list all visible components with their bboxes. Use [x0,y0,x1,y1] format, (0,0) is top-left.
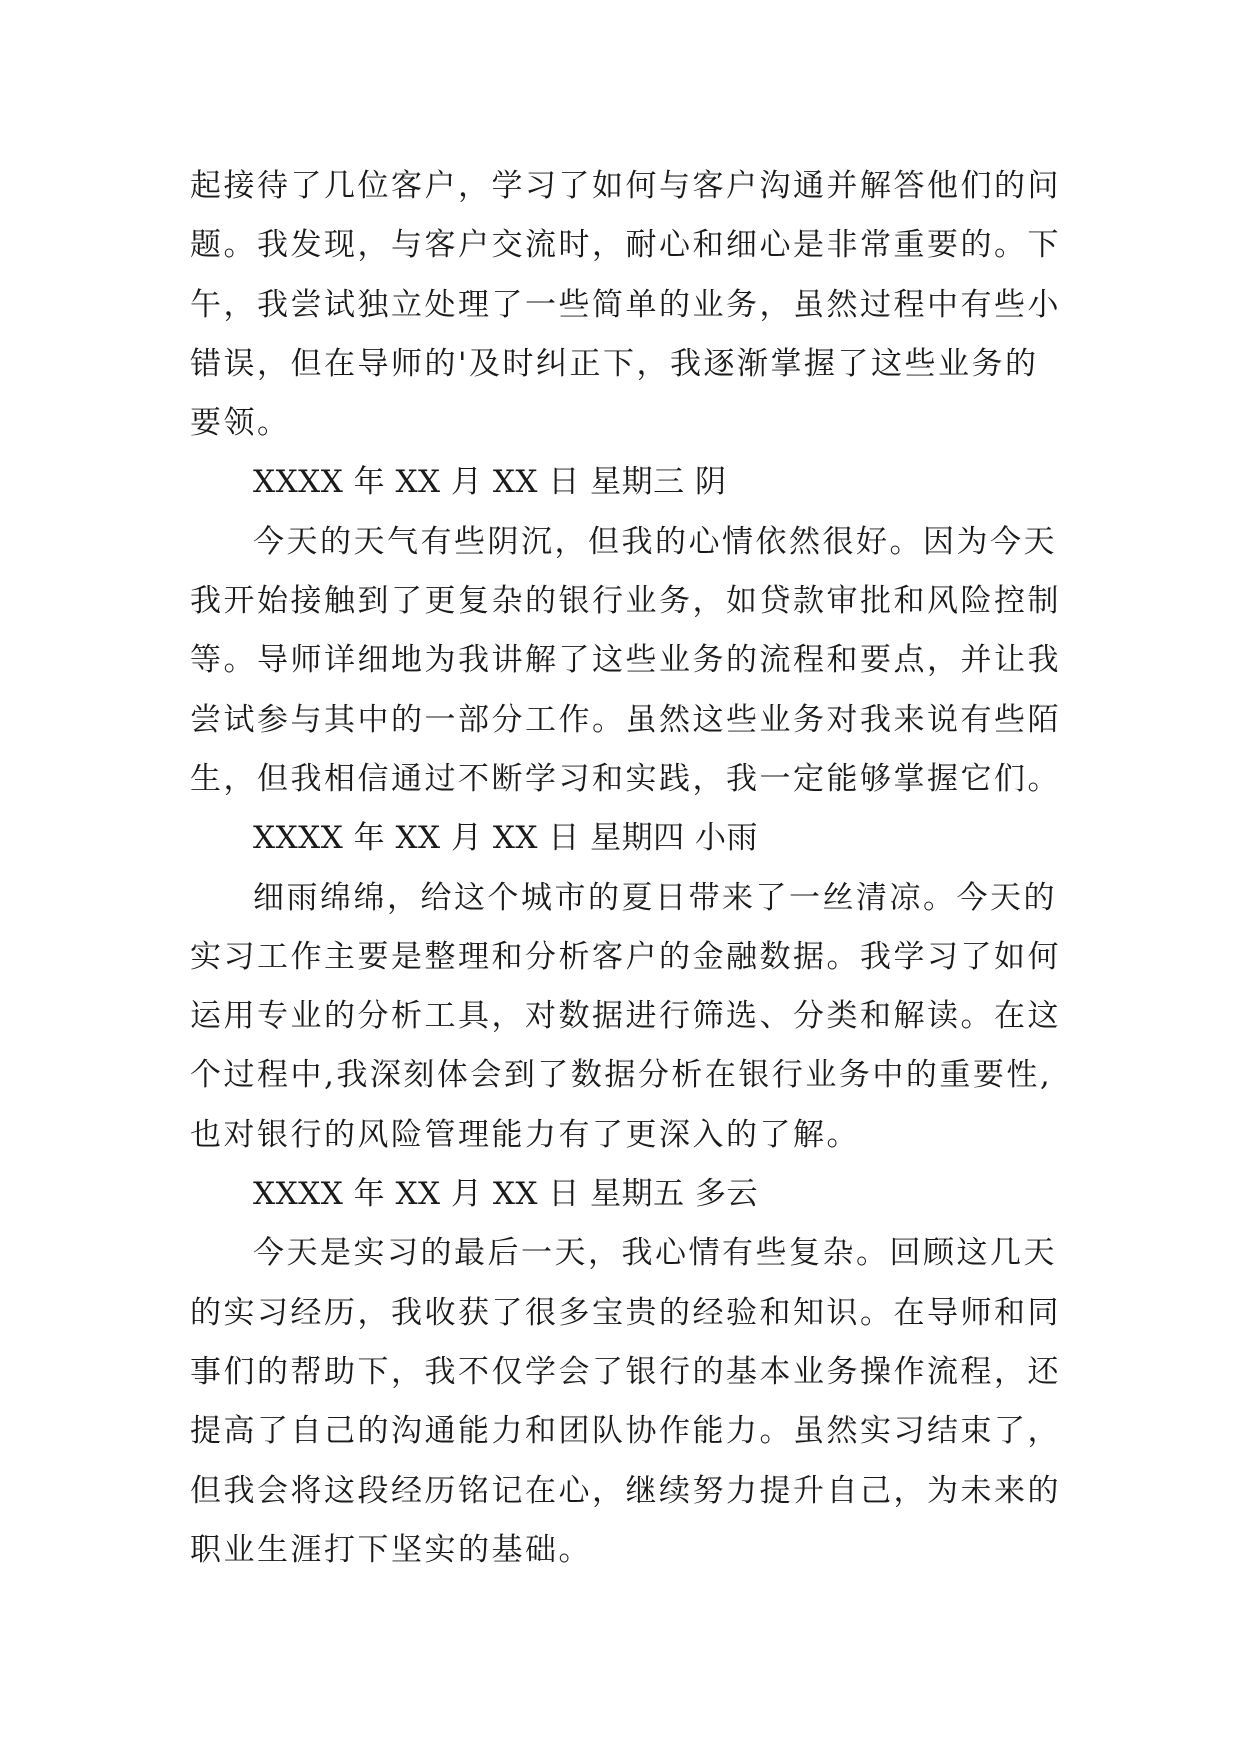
paragraph-first-line: 细雨绵绵，给这个城市的夏日带来了一丝清凉。今天的 [253,879,1057,916]
body-line: 实习工作主要是整理和分析客户的金融数据。我学习了如何 [190,938,1061,975]
body-line: 提高了自己的沟通能力和团队协作能力。虽然实习结束了， [190,1413,1061,1450]
diary-date-heading: XXXX 年 XX 月 XX 日 星期四 小雨 [253,820,759,857]
diary-date-heading: XXXX 年 XX 月 XX 日 星期三 阴 [253,464,727,501]
body-line: 事们的帮助下，我不仅学会了银行的基本业务操作流程，还 [190,1353,1061,1390]
body-line: 我开始接触到了更复杂的银行业务，如贷款审批和风险控制 [190,583,1061,620]
body-line: 也对银行的风险管理能力有了更深入的了解。 [190,1116,860,1153]
paragraph-first-line: 今天是实习的最后一天，我心情有些复杂。回顾这几天 [253,1235,1057,1272]
body-line: 个过程中,我深刻体会到了数据分析在银行业务中的重要性, [190,1057,1053,1094]
body-line: 尝试参与其中的一部分工作。虽然这些业务对我来说有些陌 [190,701,1061,738]
body-line: 的实习经历，我收获了很多宝贵的经验和知识。在导师和同 [190,1294,1061,1331]
body-line: 题。我发现，与客户交流时，耐心和细心是非常重要的。下 [190,227,1061,264]
body-line: 等。导师详细地为我讲解了这些业务的流程和要点，并让我 [190,642,1061,679]
body-line: 起接待了几位客户，学习了如何与客户沟通并解答他们的问 [190,168,1061,204]
body-line: 生，但我相信通过不断学习和实践，我一定能够掌握它们。 [190,760,1061,797]
body-line: 错误，但在导师的'及时纠正下，我逐渐掌握了这些业务的 [190,345,1039,382]
body-line: 职业生涯打下坚实的基础。 [190,1531,592,1568]
diary-date-heading: XXXX 年 XX 月 XX 日 星期五 多云 [253,1176,759,1213]
body-line: 午，我尝试独立处理了一些简单的业务，虽然过程中有些小 [190,286,1061,323]
body-line: 运用专业的分析工具，对数据进行筛选、分类和解读。在这 [190,998,1061,1035]
body-line: 但我会将这段经历铭记在心，继续努力提升自己，为未来的 [190,1472,1061,1509]
paragraph-first-line: 今天的天气有些阴沉，但我的心情依然很好。因为今天 [253,523,1057,560]
body-line: 要领。 [190,405,291,442]
document-body [190,157,1060,1580]
